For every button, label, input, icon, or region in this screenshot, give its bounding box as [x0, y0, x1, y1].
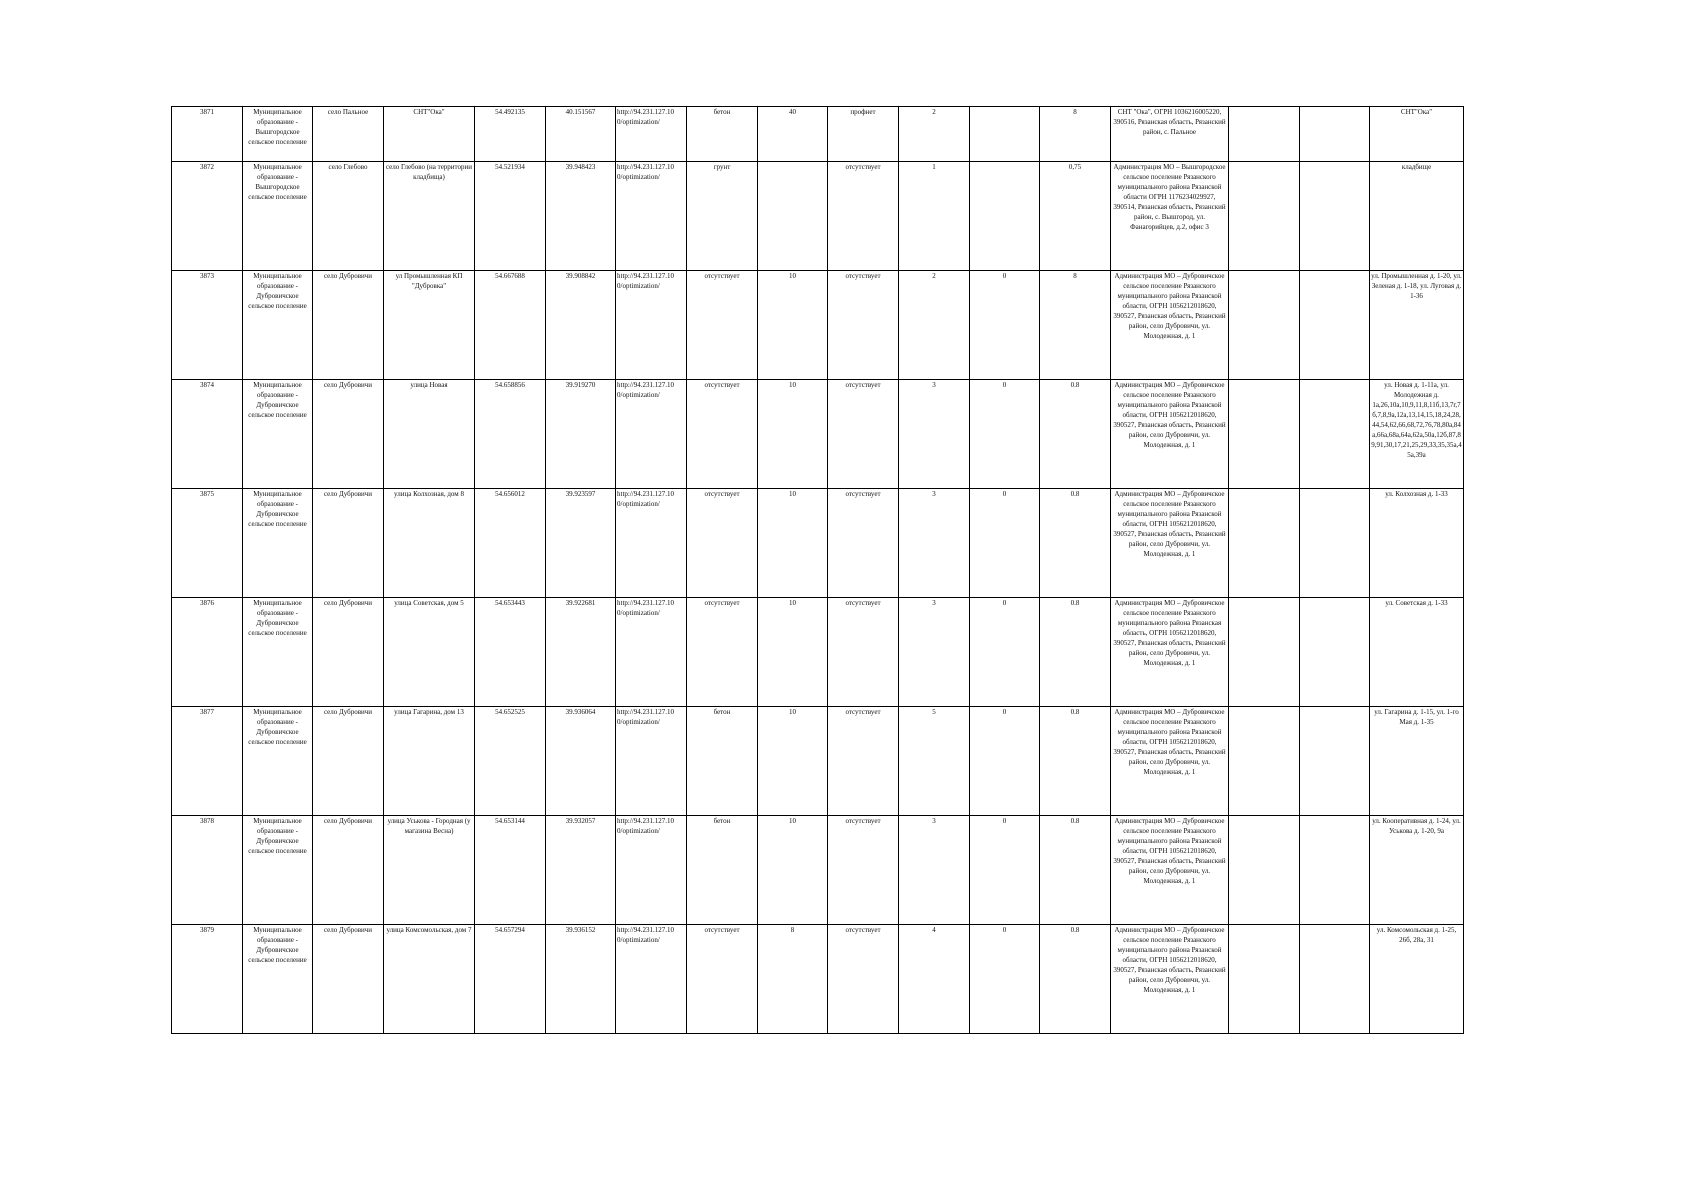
site-address: ул Промышленная КП "Дубровка": [384, 271, 475, 380]
empty-cell: [1229, 816, 1300, 925]
bunker-count: 0: [970, 925, 1040, 1034]
municipality: Муниципальное образование - Дубровичское сельское поселение: [243, 598, 313, 707]
site-owner: Администрация МО – Дубровичское сельское поселение Рязанского муниципального района Рязанской области, ОГРН 1056212018620, 390527, Рязанская область, Рязанский район, село Дубровичи, ул. Молодежная, д. 1: [1111, 707, 1229, 816]
table-row: [172, 107, 1464, 162]
empty-cell: [1300, 489, 1370, 598]
site-address: улица Колхозная, дом 8: [384, 489, 475, 598]
empty-cell: [1300, 707, 1370, 816]
empty-cell: [1300, 107, 1370, 162]
surface-type: бетон: [687, 816, 758, 925]
waste-sites-table: [171, 106, 1464, 1034]
empty-cell: [1300, 271, 1370, 380]
fence-type: отсутствует: [828, 489, 899, 598]
container-count: 1: [899, 162, 970, 271]
latitude: 54.653443: [475, 598, 546, 707]
longitude: 40.151567: [546, 107, 616, 162]
site-owner: Администрация МО – Дубровичское сельское поселение Рязанского муниципального района Рязанской области, ОГРН 1056212018620, 390527, Рязанская область, Рязанский район, село Дубровичи, ул. Молодежная, д. 1: [1111, 271, 1229, 380]
site-owner: Администрация МО – Дубровичское сельское поселение Рязанского муниципального района Рязанской области, ОГРН 1056212018620, 390527, Рязанская область, Рязанский район, село Дубровичи, ул. Молодежная, д. 1: [1111, 380, 1229, 489]
empty-cell: [1229, 489, 1300, 598]
bunker-count: 0: [970, 271, 1040, 380]
surface-type: отсутствует: [687, 598, 758, 707]
municipality: Муниципальное образование - Вышгородское сельское поселение: [243, 162, 313, 271]
longitude: 39.908842: [546, 271, 616, 380]
site-owner: Администрация МО – Вышгородское сельское поселение Рязанского муниципального района Рязанской области ОГРН 1176234029927, 390514, Рязанская область, Рязанский район, с. Вышгород, ул. Фанагорийцев, д.2, офис 3: [1111, 162, 1229, 271]
surface-type: отсутствует: [687, 271, 758, 380]
site-area: 10: [758, 489, 828, 598]
container-volume: 0.8: [1040, 707, 1111, 816]
municipality: Муниципальное образование - Вышгородское сельское поселение: [243, 107, 313, 162]
fence-type: отсутствует: [828, 707, 899, 816]
municipality: Муниципальное образование - Дубровичское сельское поселение: [243, 271, 313, 380]
latitude: 54.656012: [475, 489, 546, 598]
table-row: [172, 271, 1464, 380]
map-link[interactable]: http://94.231.127.10 0/optimization/: [616, 107, 687, 162]
waste-sources: ул. Колхозная д. 1-33: [1370, 489, 1464, 598]
empty-cell: [1229, 271, 1300, 380]
settlement: село Дубровичи: [313, 707, 384, 816]
table-row: [172, 816, 1464, 925]
site-owner: Администрация МО – Дубровичское сельское поселение Рязанского муниципального района Рязанской области, ОГРН 1056212018620, 390527, Рязанская область, Рязанский район, село Дубровичи, ул. Молодежная, д. 1: [1111, 816, 1229, 925]
fence-type: отсутствует: [828, 162, 899, 271]
empty-cell: [1300, 162, 1370, 271]
empty-cell: [1229, 162, 1300, 271]
table-row: [172, 707, 1464, 816]
row-number: 3871: [172, 107, 243, 162]
bunker-count: 0: [970, 598, 1040, 707]
site-address: село Глебово (на территории кладбища): [384, 162, 475, 271]
row-number: 3879: [172, 925, 243, 1034]
container-volume: 0.8: [1040, 380, 1111, 489]
latitude: 54.521934: [475, 162, 546, 271]
waste-sources: ул. Гагарина д. 1-15, ул. 1-го Мая д. 1-35: [1370, 707, 1464, 816]
latitude: 54.652525: [475, 707, 546, 816]
latitude: 54.492135: [475, 107, 546, 162]
longitude: 39.919270: [546, 380, 616, 489]
empty-cell: [1229, 107, 1300, 162]
row-number: 3872: [172, 162, 243, 271]
table-row: [172, 380, 1464, 489]
map-link[interactable]: http://94.231.127.10 0/optimization/: [616, 380, 687, 489]
settlement: село Пальное: [313, 107, 384, 162]
container-count: 3: [899, 380, 970, 489]
waste-sources: ул. Кооперативная д. 1-24, ул. Уськова д. 1-20, 9а: [1370, 816, 1464, 925]
empty-cell: [1300, 380, 1370, 489]
settlement: село Глебово: [313, 162, 384, 271]
site-address: улица Уськова - Городная (у магазина Весна): [384, 816, 475, 925]
site-address: улица Комсомольская, дом 7: [384, 925, 475, 1034]
empty-cell: [1229, 598, 1300, 707]
site-address: улица Новая: [384, 380, 475, 489]
row-number: 3873: [172, 271, 243, 380]
map-link[interactable]: http://94.231.127.10 0/optimization/: [616, 925, 687, 1034]
container-volume: 0.8: [1040, 816, 1111, 925]
waste-sources: ул. Промышленная д. 1-20, ул. Зеленая д. 1-18, ул. Луговая д. 1-36: [1370, 271, 1464, 380]
municipality: Муниципальное образование - Дубровичское сельское поселение: [243, 489, 313, 598]
map-link[interactable]: http://94.231.127.10 0/optimization/: [616, 707, 687, 816]
settlement: село Дубровичи: [313, 598, 384, 707]
site-area: 10: [758, 598, 828, 707]
empty-cell: [1229, 380, 1300, 489]
row-number: 3875: [172, 489, 243, 598]
longitude: 39.922681: [546, 598, 616, 707]
waste-sources: ул. Комсомольская д. 1-25, 26б, 28а, 31: [1370, 925, 1464, 1034]
site-area: 40: [758, 107, 828, 162]
table-row: [172, 925, 1464, 1034]
longitude: 39.948423: [546, 162, 616, 271]
site-owner: Администрация МО – Дубровичское сельское поселение Рязанского муниципального района Рязанская область, ОГРН 1056212018620, 390527, Рязанская область, Рязанский район, село Дубровичи, ул. Молодежная, д. 1: [1111, 598, 1229, 707]
empty-cell: [1300, 598, 1370, 707]
waste-sources: ул. Новая д. 1-11а, ул. Молодежная д. 1а,26,10а,10,9,11,8,11б,13,7г,7б,7,8,9а,12а,13,14,15,18,24,28,44,54,62,66,68,72,76,78,80а,84а,66а,68а,64а,62а,50а,12б,87,89,91,30,17,21,25,29,33,35,35а,45а,39а: [1370, 380, 1464, 489]
table-body: [172, 107, 1464, 1034]
container-count: 2: [899, 271, 970, 380]
municipality: Муниципальное образование - Дубровичское сельское поселение: [243, 925, 313, 1034]
longitude: 39.936152: [546, 925, 616, 1034]
container-count: 2: [899, 107, 970, 162]
map-link[interactable]: http://94.231.127.10 0/optimization/: [616, 162, 687, 271]
site-address: улица Гагарина, дом 13: [384, 707, 475, 816]
table-row: [172, 598, 1464, 707]
fence-type: отсутствует: [828, 271, 899, 380]
map-link[interactable]: http://94.231.127.10 0/optimization/: [616, 816, 687, 925]
container-count: 3: [899, 816, 970, 925]
site-owner: Администрация МО – Дубровичское сельское поселение Рязанского муниципального района Рязанской области, ОГРН 1056212018620, 390527, Рязанская область, Рязанский район, село Дубровичи, ул. Молодежная, д. 1: [1111, 489, 1229, 598]
row-number: 3877: [172, 707, 243, 816]
surface-type: отсутствует: [687, 925, 758, 1034]
site-area: [758, 162, 828, 271]
latitude: 54.653144: [475, 816, 546, 925]
empty-cell: [1300, 816, 1370, 925]
settlement: село Дубровичи: [313, 271, 384, 380]
container-count: 3: [899, 598, 970, 707]
empty-cell: [1229, 707, 1300, 816]
bunker-count: [970, 162, 1040, 271]
surface-type: отсутствует: [687, 489, 758, 598]
fence-type: профнет: [828, 107, 899, 162]
container-volume: 0.8: [1040, 598, 1111, 707]
surface-type: грунт: [687, 162, 758, 271]
container-volume: 0.8: [1040, 925, 1111, 1034]
waste-sources: СНТ"Ока": [1370, 107, 1464, 162]
site-owner: Администрация МО – Дубровичское сельское поселение Рязанского муниципального района Рязанской области, ОГРН 1056212018620, 390527, Рязанская область, Рязанский район, село Дубровичи, ул. Молодежная, д. 1: [1111, 925, 1229, 1034]
map-link[interactable]: http://94.231.127.10 0/optimization/: [616, 489, 687, 598]
waste-sources: ул. Советская д. 1-33: [1370, 598, 1464, 707]
bunker-count: 0: [970, 707, 1040, 816]
empty-cell: [1300, 925, 1370, 1034]
container-count: 4: [899, 925, 970, 1034]
container-volume: 8: [1040, 107, 1111, 162]
settlement: село Дубровичи: [313, 816, 384, 925]
longitude: 39.936064: [546, 707, 616, 816]
surface-type: бетон: [687, 707, 758, 816]
container-volume: 0,75: [1040, 162, 1111, 271]
container-count: 3: [899, 489, 970, 598]
site-area: 10: [758, 707, 828, 816]
latitude: 54.667688: [475, 271, 546, 380]
fence-type: отсутствует: [828, 816, 899, 925]
longitude: 39.932057: [546, 816, 616, 925]
bunker-count: 0: [970, 489, 1040, 598]
map-link[interactable]: http://94.231.127.10 0/optimization/: [616, 598, 687, 707]
site-address: СНТ"Ока": [384, 107, 475, 162]
latitude: 54.658856: [475, 380, 546, 489]
table-row: [172, 489, 1464, 598]
bunker-count: 0: [970, 380, 1040, 489]
fence-type: отсутствует: [828, 380, 899, 489]
site-area: 10: [758, 380, 828, 489]
waste-sources: кладбище: [1370, 162, 1464, 271]
site-address: улица Советская, дом 5: [384, 598, 475, 707]
row-number: 3878: [172, 816, 243, 925]
site-area: 8: [758, 925, 828, 1034]
municipality: Муниципальное образование - Дубровичское сельское поселение: [243, 707, 313, 816]
settlement: село Дубровичи: [313, 489, 384, 598]
settlement: село Дубровичи: [313, 925, 384, 1034]
bunker-count: 0: [970, 816, 1040, 925]
row-number: 3876: [172, 598, 243, 707]
container-count: 5: [899, 707, 970, 816]
site-area: 10: [758, 271, 828, 380]
container-volume: 0.8: [1040, 489, 1111, 598]
fence-type: отсутствует: [828, 925, 899, 1034]
site-owner: СНТ "Ока", ОГРН 1036216005220, 390516, Рязанская область, Рязанский район, с. Пальное: [1111, 107, 1229, 162]
settlement: село Дубровичи: [313, 380, 384, 489]
map-link[interactable]: http://94.231.127.10 0/optimization/: [616, 271, 687, 380]
row-number: 3874: [172, 380, 243, 489]
bunker-count: [970, 107, 1040, 162]
site-area: 10: [758, 816, 828, 925]
fence-type: отсутствует: [828, 598, 899, 707]
municipality: Муниципальное образование - Дубровичское сельское поселение: [243, 380, 313, 489]
container-volume: 8: [1040, 271, 1111, 380]
table-row: [172, 162, 1464, 271]
surface-type: отсутствует: [687, 380, 758, 489]
surface-type: бетон: [687, 107, 758, 162]
empty-cell: [1229, 925, 1300, 1034]
latitude: 54.657294: [475, 925, 546, 1034]
municipality: Муниципальное образование - Дубровичское сельское поселение: [243, 816, 313, 925]
longitude: 39.923597: [546, 489, 616, 598]
